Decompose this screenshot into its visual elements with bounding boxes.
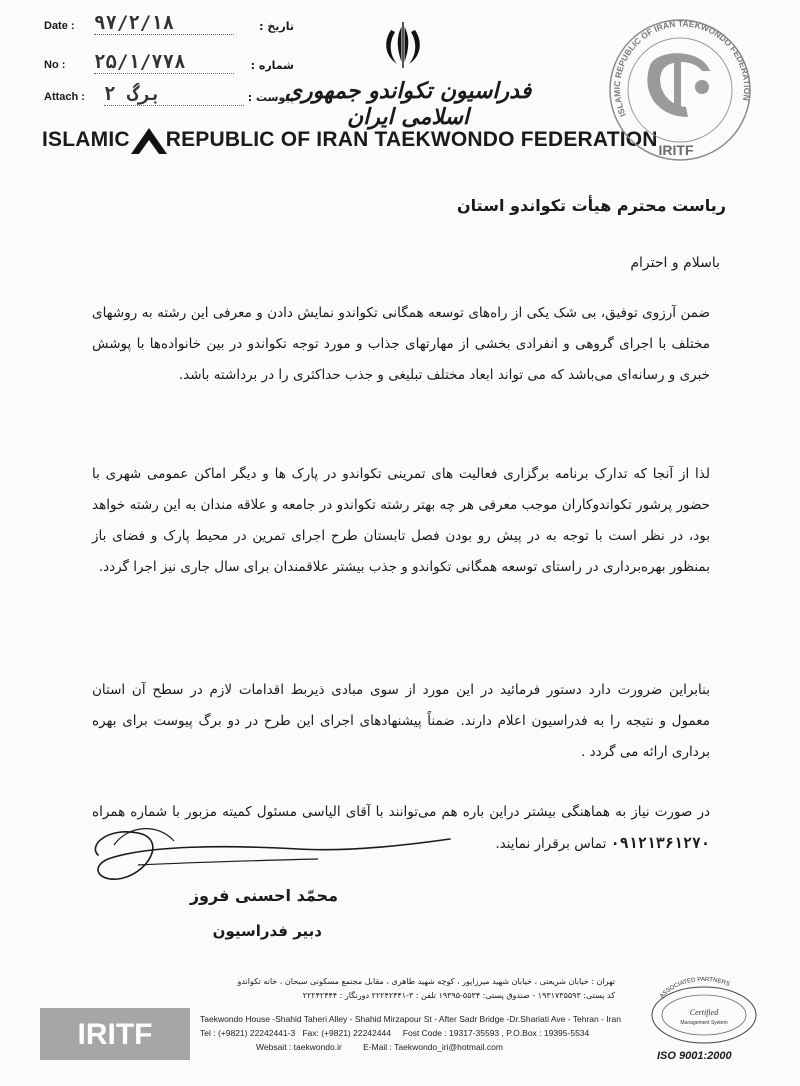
paragraph-4-text: در صورت نیاز به هماهنگی بیشتر دراین باره هم می‌توانند با آقای الیاسی مسئول کمیته مزبور با شماره همراه (92, 804, 710, 820)
footer-logo (40, 1008, 190, 1060)
number-field (44, 51, 294, 79)
footer-web-line (200, 1042, 503, 1052)
taekwondo-roof-icon (129, 124, 169, 156)
cert-mid-text: Certified (689, 1008, 719, 1017)
number-value: ۲۵/۱/۷۷۸ (94, 51, 234, 74)
date-label-fa: تاریخ : (259, 20, 294, 33)
paragraph-4-end: تماس برقرار نمایند. (495, 836, 607, 852)
footer-website: Websait : taekwondo.ir (256, 1042, 342, 1052)
federation-title-fa: فدراسیون تکواندو جمهوری اسلامی ایران (284, 78, 532, 130)
signer-title: دبیر فدراسیون (212, 922, 322, 940)
federation-title-en-part1: ISLAMIC (42, 128, 130, 151)
addressee: ریاست محترم هیأت تکواندو استان (457, 196, 726, 215)
attach-field (44, 83, 294, 111)
paragraph-2: لذا از آنجا که تدارک برنامه برگزاری فعالیت های تمرینی تکواندو در پارک ها و دیگر اماکن عمومی شهری با حضور پرشور تکواندوکاران موجب معرفی هر چه بهتر رشته تکواندو در جامعه و علاقه مندان به این رشته خواهد بود، در نظر است با توجه به در پیش رو بودن فصل تابستان طرح اجرای تمرین در محیط پارک و فضای باز بمنظور بهره‌برداری در راستای توسعه همگانی تکواندو و جذب بیشتر علاقمندان برای سال جاری نیز اجرا گردد. (92, 466, 710, 575)
seal-abbr: IRITF (658, 142, 694, 158)
cert-top-text: ASSOCIATED PARTNERS (659, 976, 731, 1000)
footer-tel: Tel : (+9821) 22242441-3 (200, 1028, 296, 1038)
footer-contact-line: کد پستی: ۱۹۳۱۷۳۵۵۹۳ - صندوق پستی: ۵۵۳۴-۱۹۳۹۵ تلفن : ۳-۲۲۲۴۲۴۴۱ دورنگار : ۲۲۲۴۲۴۴۴ (302, 991, 615, 1000)
attach-value: ۲ برگ (104, 83, 244, 106)
attach-label: Attach : (44, 91, 85, 103)
footer-phone-line (200, 1028, 589, 1038)
certification-seal-icon (648, 975, 760, 1045)
footer-address-en: Taekwondo House -Shahid Taheri Alley - Shahid Mirzapour St - After Sadr Bridge -Dr.Shariati Ave - Tehran - Iran (200, 1014, 621, 1024)
seal-text: ISLAMIC REPUBLIC OF IRAN TAEKWONDO FEDERATION (611, 18, 753, 119)
number-label-fa: شماره : (250, 59, 294, 72)
paragraph-1: ضمن آرزوی توفیق، بی شک یکی از راه‌های توسعه همگانی تکواندو نمایش دادن و معرفی این رشته به روشهای مختلف با اجرای گروهی و انفرادی بخشی از مهارتهای جذاب و مورد توجه تکواندو در بین خانواده‌ها با پوشش خبری و رسانه‌ای می‌باشد که می تواند ابعاد مختلف تبلیغی و جذب حداکثری را در برداشته باشد. (92, 305, 710, 383)
footer-address-line: تهران : خیابان شریعتی ، خیابان شهید میرزاپور ، کوچه شهید طاهری ، مقابل مجتمع مسکونی سبحان ، خانه تکواندو (237, 977, 615, 986)
paragraph-3: بنابراین ضرورت دارد دستور فرمائید در این مورد از سوی مبادی ذیربط اقدامات لازم در سطح آن استان معمول و نتیجه را به فدراسیون اعلام دارند. ضمناً پیشنهادهای اجرای این طرح در دو برگ پیوست برای بهره برداری ارائه می گردد . (92, 682, 710, 760)
footer-logo-text: IRITF (77, 1018, 153, 1051)
federation-seal-icon (598, 5, 758, 170)
number-label: No : (44, 59, 66, 71)
signer-name: محمّد احسنی فروز (189, 886, 338, 905)
greeting: باسلام و احترام (630, 255, 720, 271)
date-field (44, 12, 294, 40)
footer-address-fa (200, 975, 615, 1003)
federation-title-en-part2: REPUBLIC OF IRAN TAEKWONDO FEDERATION (165, 128, 658, 151)
iso-label: ISO 9001:2000 (657, 1050, 732, 1062)
attach-label-fa: پیوست : (247, 91, 294, 104)
cert-sub-text: Management System (680, 1020, 728, 1026)
mobile-number: ۰۹۱۲۱۳۶۱۲۷۰ (610, 834, 710, 852)
footer-postcode: Fost Code : 19317-35593 , P.O.Box : 19395-5534 (402, 1028, 590, 1038)
footer-email: E-Mail : Taekwondo_iri@hotmail.com (363, 1042, 503, 1052)
date-value: ۹۷/۲/۱۸ (94, 12, 234, 35)
iran-emblem-icon (381, 20, 425, 70)
footer-fax: Fax: (+9821) 22242444 (302, 1028, 391, 1038)
date-label: Date : (44, 20, 75, 32)
